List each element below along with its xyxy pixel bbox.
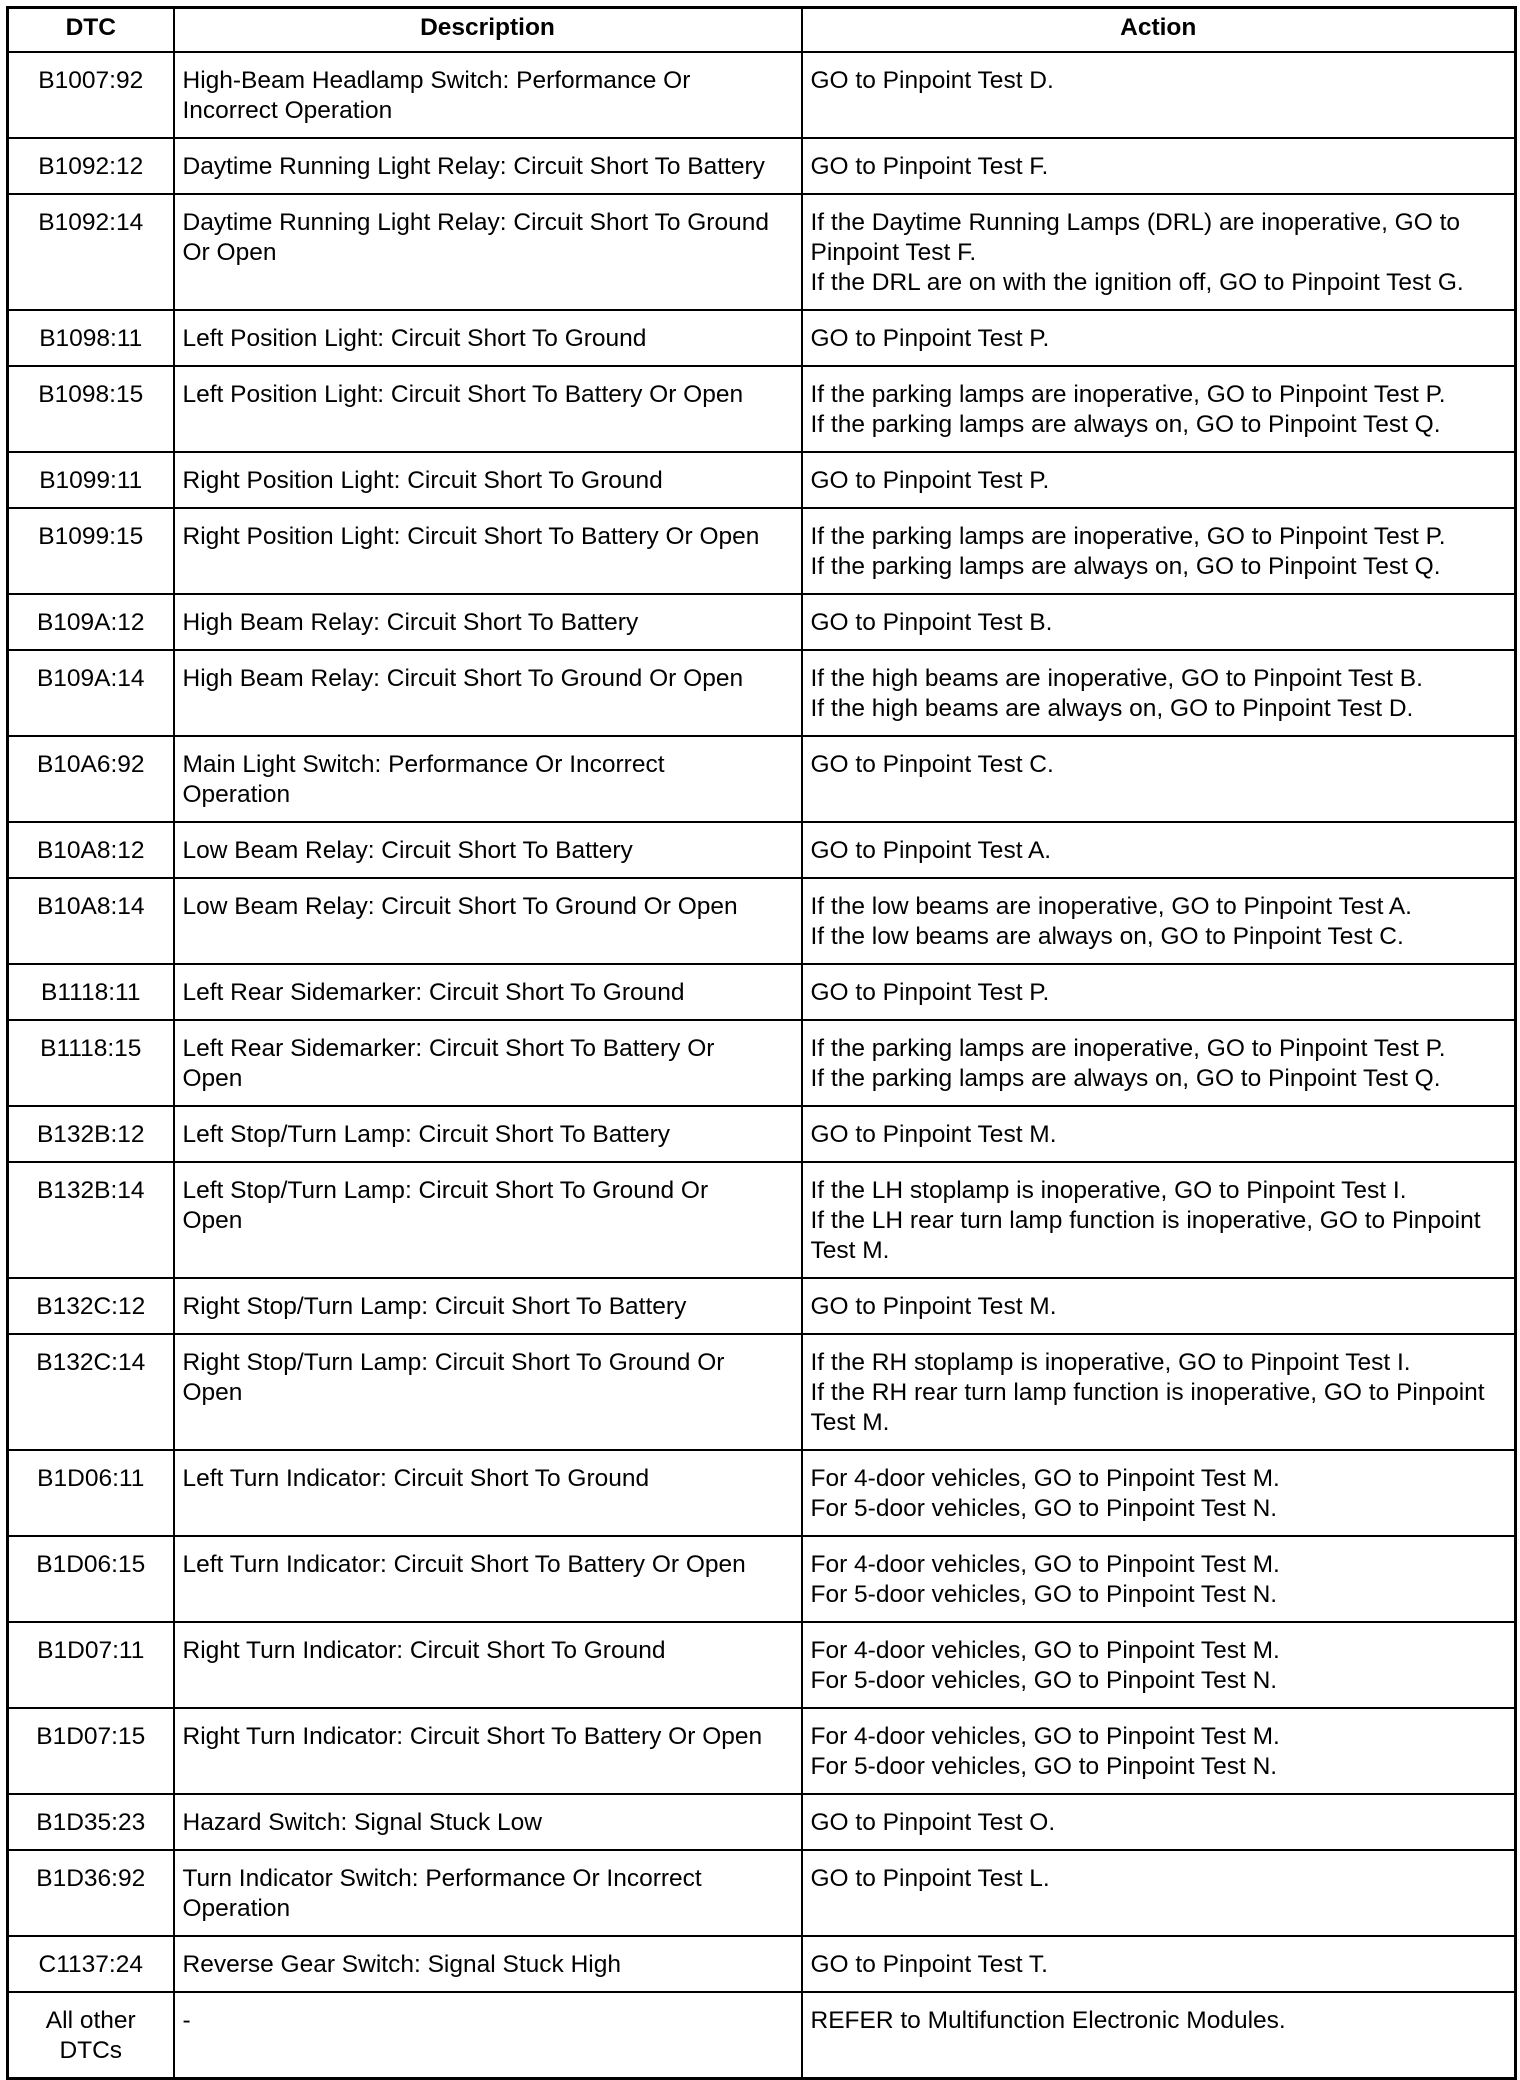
action-cell bbox=[802, 964, 1516, 1020]
table-row bbox=[8, 822, 1516, 878]
dtc-cell bbox=[8, 194, 174, 310]
description-cell-line: Daytime Running Light Relay: Circuit Short To Battery bbox=[182, 153, 765, 180]
column-header-dtc: DTC bbox=[8, 8, 174, 53]
description-cell bbox=[174, 508, 802, 594]
dtc-cell-line: B10A8:12 bbox=[36, 837, 145, 864]
table-row bbox=[8, 1850, 1516, 1936]
dtc-cell bbox=[8, 1622, 174, 1708]
action-cell-line: If the parking lamps are always on, GO to Pinpoint Test Q. bbox=[810, 553, 1441, 580]
action-cell-line: For 4-door vehicles, GO to Pinpoint Test M. bbox=[810, 1723, 1280, 1750]
table-row bbox=[8, 1334, 1516, 1450]
description-cell bbox=[174, 194, 802, 310]
header-row bbox=[8, 8, 1516, 53]
table-row bbox=[8, 1020, 1516, 1106]
dtc-cell-line: B1D07:15 bbox=[36, 1723, 146, 1750]
dtc-cell-line: B1D35:23 bbox=[36, 1809, 146, 1836]
description-cell bbox=[174, 964, 802, 1020]
description-cell-line: Incorrect Operation bbox=[182, 97, 393, 124]
description-cell-line: Left Rear Sidemarker: Circuit Short To Ground bbox=[182, 979, 685, 1006]
description-cell-line: Open bbox=[182, 1379, 243, 1406]
action-cell-line: Test M. bbox=[810, 1409, 890, 1436]
action-cell-line: GO to Pinpoint Test A. bbox=[810, 837, 1052, 864]
dtc-cell-line: B1098:11 bbox=[39, 325, 143, 352]
table-row bbox=[8, 964, 1516, 1020]
action-cell bbox=[802, 194, 1516, 310]
dtc-cell-line: B10A8:14 bbox=[36, 893, 145, 920]
description-cell bbox=[174, 1162, 802, 1278]
action-cell bbox=[802, 878, 1516, 964]
action-cell bbox=[802, 1106, 1516, 1162]
dtc-cell bbox=[8, 1850, 174, 1936]
action-cell bbox=[802, 1020, 1516, 1106]
table-row bbox=[8, 1450, 1516, 1536]
dtc-cell bbox=[8, 1162, 174, 1278]
table-row bbox=[8, 1936, 1516, 1992]
action-cell bbox=[802, 1162, 1516, 1278]
action-cell bbox=[802, 1850, 1516, 1936]
description-cell bbox=[174, 310, 802, 366]
description-cell bbox=[174, 452, 802, 508]
action-cell-line: For 4-door vehicles, GO to Pinpoint Test M. bbox=[810, 1551, 1280, 1578]
table-row bbox=[8, 310, 1516, 366]
action-cell-line: For 4-door vehicles, GO to Pinpoint Test M. bbox=[810, 1637, 1280, 1664]
description-cell-line: Main Light Switch: Performance Or Incorrect bbox=[182, 751, 665, 778]
dtc-cell bbox=[8, 138, 174, 194]
description-cell bbox=[174, 1536, 802, 1622]
description-cell-line: Right Position Light: Circuit Short To Battery Or Open bbox=[182, 523, 760, 550]
description-cell-line: Left Position Light: Circuit Short To Ground bbox=[182, 325, 647, 352]
dtc-cell-line: B1099:11 bbox=[39, 467, 143, 494]
table-row bbox=[8, 1708, 1516, 1794]
dtc-cell-line: B10A6:92 bbox=[36, 751, 145, 778]
description-cell-line: - bbox=[182, 2007, 191, 2034]
description-cell-line: Open bbox=[182, 1207, 243, 1234]
description-cell-line: High-Beam Headlamp Switch: Performance Or bbox=[182, 67, 691, 94]
action-cell-line: GO to Pinpoint Test F. bbox=[810, 153, 1049, 180]
action-cell-line: GO to Pinpoint Test M. bbox=[810, 1293, 1057, 1320]
dtc-cell bbox=[8, 508, 174, 594]
action-cell-line: If the low beams are always on, GO to Pinpoint Test C. bbox=[810, 923, 1404, 950]
action-cell-line: If the high beams are always on, GO to Pinpoint Test D. bbox=[810, 695, 1414, 722]
table-row bbox=[8, 1622, 1516, 1708]
action-cell-line: If the RH rear turn lamp function is inoperative, GO to Pinpoint bbox=[810, 1379, 1485, 1406]
dtc-cell bbox=[8, 52, 174, 138]
dtc-cell bbox=[8, 452, 174, 508]
description-cell bbox=[174, 366, 802, 452]
description-cell-line: Operation bbox=[182, 781, 291, 808]
dtc-cell bbox=[8, 1536, 174, 1622]
table-row bbox=[8, 650, 1516, 736]
action-cell bbox=[802, 52, 1516, 138]
dtc-cell bbox=[8, 1334, 174, 1450]
dtc-cell bbox=[8, 964, 174, 1020]
description-cell-line: Left Position Light: Circuit Short To Battery Or Open bbox=[182, 381, 744, 408]
action-cell bbox=[802, 594, 1516, 650]
dtc-cell-line: B132B:14 bbox=[36, 1177, 145, 1204]
description-cell-line: Open bbox=[182, 1065, 243, 1092]
description-cell-line: Left Rear Sidemarker: Circuit Short To Battery Or bbox=[182, 1035, 715, 1062]
action-cell-line: GO to Pinpoint Test P. bbox=[810, 325, 1050, 352]
action-cell-line: Pinpoint Test F. bbox=[810, 239, 977, 266]
description-cell-line: Daytime Running Light Relay: Circuit Short To Ground bbox=[182, 209, 769, 236]
action-cell-line: If the Daytime Running Lamps (DRL) are inoperative, GO to bbox=[810, 209, 1461, 236]
action-cell bbox=[802, 366, 1516, 452]
action-cell-line: For 5-door vehicles, GO to Pinpoint Test N. bbox=[810, 1753, 1278, 1780]
action-cell bbox=[802, 508, 1516, 594]
description-cell-line: Right Stop/Turn Lamp: Circuit Short To Ground Or bbox=[182, 1349, 725, 1376]
description-cell bbox=[174, 138, 802, 194]
dtc-cell bbox=[8, 366, 174, 452]
description-cell bbox=[174, 1794, 802, 1850]
action-cell-line: For 5-door vehicles, GO to Pinpoint Test N. bbox=[810, 1581, 1278, 1608]
description-cell bbox=[174, 1708, 802, 1794]
dtc-cell bbox=[8, 1708, 174, 1794]
description-cell-line: Left Stop/Turn Lamp: Circuit Short To Ground Or bbox=[182, 1177, 709, 1204]
dtc-cell bbox=[8, 310, 174, 366]
action-cell bbox=[802, 1936, 1516, 1992]
description-cell bbox=[174, 1936, 802, 1992]
dtc-cell bbox=[8, 1936, 174, 1992]
dtc-cell-line: B109A:12 bbox=[36, 609, 145, 636]
table-row bbox=[8, 594, 1516, 650]
dtc-cell-line: B1099:15 bbox=[38, 523, 144, 550]
dtc-cell bbox=[8, 1450, 174, 1536]
dtc-cell-line: B132C:12 bbox=[36, 1293, 146, 1320]
description-cell-line: Right Position Light: Circuit Short To Ground bbox=[182, 467, 663, 494]
dtc-cell-line: B1092:12 bbox=[38, 153, 144, 180]
description-cell-line: Left Turn Indicator: Circuit Short To Battery Or Open bbox=[182, 1551, 746, 1578]
action-cell-line: For 5-door vehicles, GO to Pinpoint Test N. bbox=[810, 1667, 1278, 1694]
description-cell-line: Reverse Gear Switch: Signal Stuck High bbox=[182, 1951, 621, 1978]
action-cell-line: GO to Pinpoint Test L. bbox=[810, 1865, 1050, 1892]
description-cell-line: Low Beam Relay: Circuit Short To Ground Or Open bbox=[182, 893, 738, 920]
action-cell bbox=[802, 452, 1516, 508]
table-row bbox=[8, 736, 1516, 822]
description-cell bbox=[174, 1850, 802, 1936]
action-cell-line: If the LH rear turn lamp function is inoperative, GO to Pinpoint bbox=[810, 1207, 1481, 1234]
action-cell-line: REFER to Multifunction Electronic Modules. bbox=[810, 2007, 1286, 2034]
action-cell bbox=[802, 1334, 1516, 1450]
table-row bbox=[8, 508, 1516, 594]
column-header-action: Action bbox=[802, 8, 1516, 53]
description-cell bbox=[174, 1106, 802, 1162]
description-cell-line: High Beam Relay: Circuit Short To Ground Or Open bbox=[182, 665, 744, 692]
action-cell-line: GO to Pinpoint Test M. bbox=[810, 1121, 1057, 1148]
description-cell bbox=[174, 1622, 802, 1708]
action-cell bbox=[802, 1622, 1516, 1708]
action-cell bbox=[802, 822, 1516, 878]
table-row bbox=[8, 1106, 1516, 1162]
action-cell-line: GO to Pinpoint Test T. bbox=[810, 1951, 1048, 1978]
action-cell-line: If the parking lamps are inoperative, GO to Pinpoint Test P. bbox=[810, 381, 1446, 408]
action-cell-line: If the RH stoplamp is inoperative, GO to Pinpoint Test I. bbox=[810, 1349, 1411, 1376]
action-cell-line: If the high beams are inoperative, GO to Pinpoint Test B. bbox=[810, 665, 1423, 692]
action-cell bbox=[802, 310, 1516, 366]
action-cell bbox=[802, 650, 1516, 736]
action-cell-line: GO to Pinpoint Test C. bbox=[810, 751, 1054, 778]
description-cell-line: High Beam Relay: Circuit Short To Battery bbox=[182, 609, 639, 636]
action-cell-line: For 4-door vehicles, GO to Pinpoint Test M. bbox=[810, 1465, 1280, 1492]
table-body bbox=[8, 52, 1516, 2079]
action-cell-line: For 5-door vehicles, GO to Pinpoint Test N. bbox=[810, 1495, 1278, 1522]
dtc-cell-line: B1D07:11 bbox=[37, 1637, 145, 1664]
dtc-table bbox=[6, 6, 1517, 2080]
action-cell bbox=[802, 138, 1516, 194]
dtc-cell bbox=[8, 1278, 174, 1334]
dtc-cell-line: DTCs bbox=[59, 2037, 123, 2064]
action-cell bbox=[802, 1278, 1516, 1334]
dtc-cell-line: All other bbox=[45, 2007, 136, 2034]
action-cell-line: If the DRL are on with the ignition off, GO to Pinpoint Test G. bbox=[810, 269, 1464, 296]
description-cell bbox=[174, 1992, 802, 2079]
dtc-cell-line: B1118:15 bbox=[40, 1035, 142, 1062]
description-cell bbox=[174, 736, 802, 822]
description-cell-line: Hazard Switch: Signal Stuck Low bbox=[182, 1809, 542, 1836]
dtc-cell-line: B1D36:92 bbox=[36, 1865, 146, 1892]
dtc-cell-line: B1D06:11 bbox=[37, 1465, 145, 1492]
dtc-cell bbox=[8, 1020, 174, 1106]
description-cell-line: Right Turn Indicator: Circuit Short To Battery Or Open bbox=[182, 1723, 763, 1750]
dtc-cell bbox=[8, 1106, 174, 1162]
description-cell-line: Low Beam Relay: Circuit Short To Battery bbox=[182, 837, 633, 864]
action-cell-line: GO to Pinpoint Test P. bbox=[810, 979, 1050, 1006]
dtc-cell bbox=[8, 650, 174, 736]
dtc-cell bbox=[8, 822, 174, 878]
dtc-cell-line: B132C:14 bbox=[36, 1349, 146, 1376]
dtc-cell-line: B132B:12 bbox=[36, 1121, 145, 1148]
description-cell-line: Or Open bbox=[182, 239, 277, 266]
action-cell bbox=[802, 1992, 1516, 2079]
table-row bbox=[8, 1162, 1516, 1278]
description-cell-line: Left Stop/Turn Lamp: Circuit Short To Battery bbox=[182, 1121, 670, 1148]
action-cell bbox=[802, 1708, 1516, 1794]
description-cell bbox=[174, 52, 802, 138]
table-row bbox=[8, 194, 1516, 310]
table-row bbox=[8, 1278, 1516, 1334]
action-cell-line: If the parking lamps are always on, GO to Pinpoint Test Q. bbox=[810, 1065, 1441, 1092]
table-row bbox=[8, 878, 1516, 964]
table-row bbox=[8, 138, 1516, 194]
dtc-cell-line: B1098:15 bbox=[38, 381, 144, 408]
description-cell-line: Turn Indicator Switch: Performance Or Incorrect bbox=[182, 1865, 702, 1892]
table-row bbox=[8, 1992, 1516, 2079]
dtc-cell-line: B1D06:15 bbox=[36, 1551, 146, 1578]
dtc-cell-line: B1118:11 bbox=[41, 979, 141, 1006]
description-cell bbox=[174, 594, 802, 650]
dtc-cell-line: C1137:24 bbox=[38, 1951, 143, 1978]
action-cell bbox=[802, 1536, 1516, 1622]
action-cell bbox=[802, 1450, 1516, 1536]
dtc-cell bbox=[8, 878, 174, 964]
action-cell-line: If the LH stoplamp is inoperative, GO to Pinpoint Test I. bbox=[810, 1177, 1407, 1204]
table-row bbox=[8, 52, 1516, 138]
description-cell bbox=[174, 1450, 802, 1536]
action-cell-line: GO to Pinpoint Test O. bbox=[810, 1809, 1056, 1836]
table-row bbox=[8, 1536, 1516, 1622]
description-cell-line: Left Turn Indicator: Circuit Short To Ground bbox=[182, 1465, 650, 1492]
action-cell-line: GO to Pinpoint Test P. bbox=[810, 467, 1050, 494]
description-cell bbox=[174, 1278, 802, 1334]
table-row bbox=[8, 452, 1516, 508]
description-cell bbox=[174, 650, 802, 736]
column-header-description: Description bbox=[174, 8, 802, 53]
description-cell bbox=[174, 878, 802, 964]
dtc-cell-line: B1092:14 bbox=[38, 209, 144, 236]
action-cell-line: If the low beams are inoperative, GO to Pinpoint Test A. bbox=[810, 893, 1412, 920]
description-cell-line: Operation bbox=[182, 1895, 291, 1922]
dtc-cell-line: B1007:92 bbox=[38, 67, 144, 94]
dtc-cell bbox=[8, 736, 174, 822]
action-cell-line: Test M. bbox=[810, 1237, 890, 1264]
action-cell-line: GO to Pinpoint Test B. bbox=[810, 609, 1053, 636]
description-cell bbox=[174, 1020, 802, 1106]
action-cell-line: GO to Pinpoint Test D. bbox=[810, 67, 1054, 94]
action-cell-line: If the parking lamps are always on, GO to Pinpoint Test Q. bbox=[810, 411, 1441, 438]
description-cell bbox=[174, 1334, 802, 1450]
dtc-cell bbox=[8, 594, 174, 650]
table-row bbox=[8, 1794, 1516, 1850]
description-cell-line: Right Turn Indicator: Circuit Short To Ground bbox=[182, 1637, 666, 1664]
dtc-cell-line: B109A:14 bbox=[36, 665, 145, 692]
action-cell bbox=[802, 1794, 1516, 1850]
description-cell bbox=[174, 822, 802, 878]
description-cell-line: Right Stop/Turn Lamp: Circuit Short To Battery bbox=[182, 1293, 687, 1320]
action-cell bbox=[802, 736, 1516, 822]
dtc-cell bbox=[8, 1992, 174, 2079]
action-cell-line: If the parking lamps are inoperative, GO to Pinpoint Test P. bbox=[810, 1035, 1446, 1062]
dtc-cell bbox=[8, 1794, 174, 1850]
table-row bbox=[8, 366, 1516, 452]
action-cell-line: If the parking lamps are inoperative, GO to Pinpoint Test P. bbox=[810, 523, 1446, 550]
